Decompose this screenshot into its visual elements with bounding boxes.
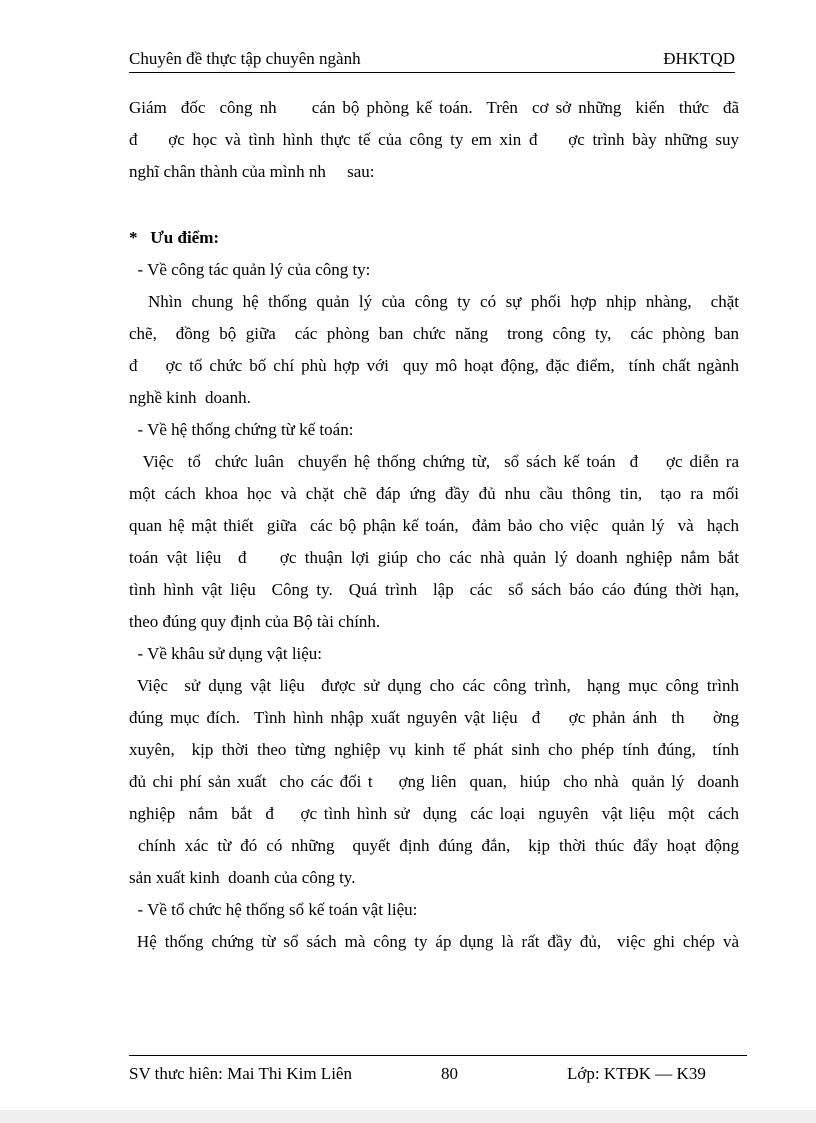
paragraph-line: xuyên, kịp thời theo từng nghiệp vụ kinh tế phát sinh cho phép tính đúng, tính — [129, 740, 739, 759]
section-title: - Về tổ chức hệ thống sổ kế toán vật liệu: — [129, 900, 418, 919]
header-title: Chuyên đề thực tập chuyên ngành — [129, 49, 361, 68]
footer-student: SV thưc hiên: Mai Thi Kim Liên — [129, 1064, 352, 1083]
paragraph-line: nghề kinh doanh. — [129, 388, 251, 407]
paragraph-line: Hệ thống chứng từ sổ sách mà công ty áp dụng là rất đầy đủ, việc ghi chép và — [129, 932, 739, 951]
paragraph-line: Việc sử dụng vật liệu được sử dụng cho các công trình, hạng mục công trình — [129, 676, 739, 695]
section-title: - Về công tác quản lý của công ty: — [129, 260, 371, 279]
paragraph-line: một cách khoa học và chặt chẽ đáp ứng đầy đủ nhu cầu thông tin, tạo ra mối — [129, 484, 739, 503]
paragraph-line: toán vật liệu đ ợc thuận lợi giúp cho các nhà quản lý doanh nghiệp nắm bắt — [129, 548, 739, 567]
paragraph-line: chính xác từ đó có những quyết định đúng đắn, kịp thời thúc đẩy hoạt động — [129, 836, 739, 855]
paragraph-line: chẽ, đồng bộ giữa các phòng ban chức năng trong công ty, các phòng ban — [129, 324, 739, 343]
paragraph-line: tình hình vật liệu Công ty. Quá trình lập các sổ sách báo cáo đúng thời hạn, — [129, 580, 739, 599]
footer-class: Lớp: KTĐK — K39 — [567, 1064, 706, 1083]
paragraph-line: theo đúng quy định của Bộ tài chính. — [129, 612, 381, 631]
document-body — [129, 92, 739, 958]
paragraph-line: nghiệp nắm bắt đ ợc tình hình sử dụng các loại nguyên vật liệu một cách — [129, 804, 739, 823]
paragraph-line: Việc tổ chức luân chuyển hệ thống chứng từ, sổ sách kế toán đ ợc diễn ra — [129, 452, 739, 471]
page-header — [129, 48, 735, 73]
section-heading: * Ưu điểm: — [129, 228, 220, 247]
paragraph-line: đúng mục đích. Tình hình nhập xuất nguyên vật liệu đ ợc phản ánh th ờng — [129, 708, 739, 727]
page-number: 80 — [441, 1064, 458, 1083]
paragraph-line: sản xuất kinh doanh của công ty. — [129, 868, 356, 887]
intro-line: đ ợc học và tình hình thực tế của công ty em xin đ ợc trình bày những suy — [129, 130, 739, 149]
header-institution: ĐHKTQD — [663, 49, 735, 68]
paragraph-line: Nhìn chung hệ thống quản lý của công ty có sự phối hợp nhịp nhàng, chặt — [129, 292, 739, 311]
intro-line: nghĩ chân thành của mình nh sau: — [129, 162, 375, 181]
section-title: - Về khâu sử dụng vật liệu: — [129, 644, 323, 663]
page-bottom-edge — [0, 1110, 816, 1123]
paragraph-line: quan hệ mật thiết giữa các bộ phận kế toán, đảm bảo cho việc quản lý và hạch — [129, 516, 739, 535]
intro-line: Giám đốc công nh cán bộ phòng kế toán. Trên cơ sở những kiến thức đã — [129, 98, 739, 117]
section-title: - Về hệ thống chứng từ kế toán: — [129, 420, 354, 439]
paragraph-line: đủ chi phí sản xuất cho các đối t ợng liên quan, hiúp cho nhà quản lý doanh — [129, 772, 739, 791]
page-footer — [129, 1055, 747, 1086]
paragraph-line: đ ợc tổ chức bố chí phù hợp với quy mô hoạt động, đặc điểm, tính chất ngành — [129, 356, 739, 375]
